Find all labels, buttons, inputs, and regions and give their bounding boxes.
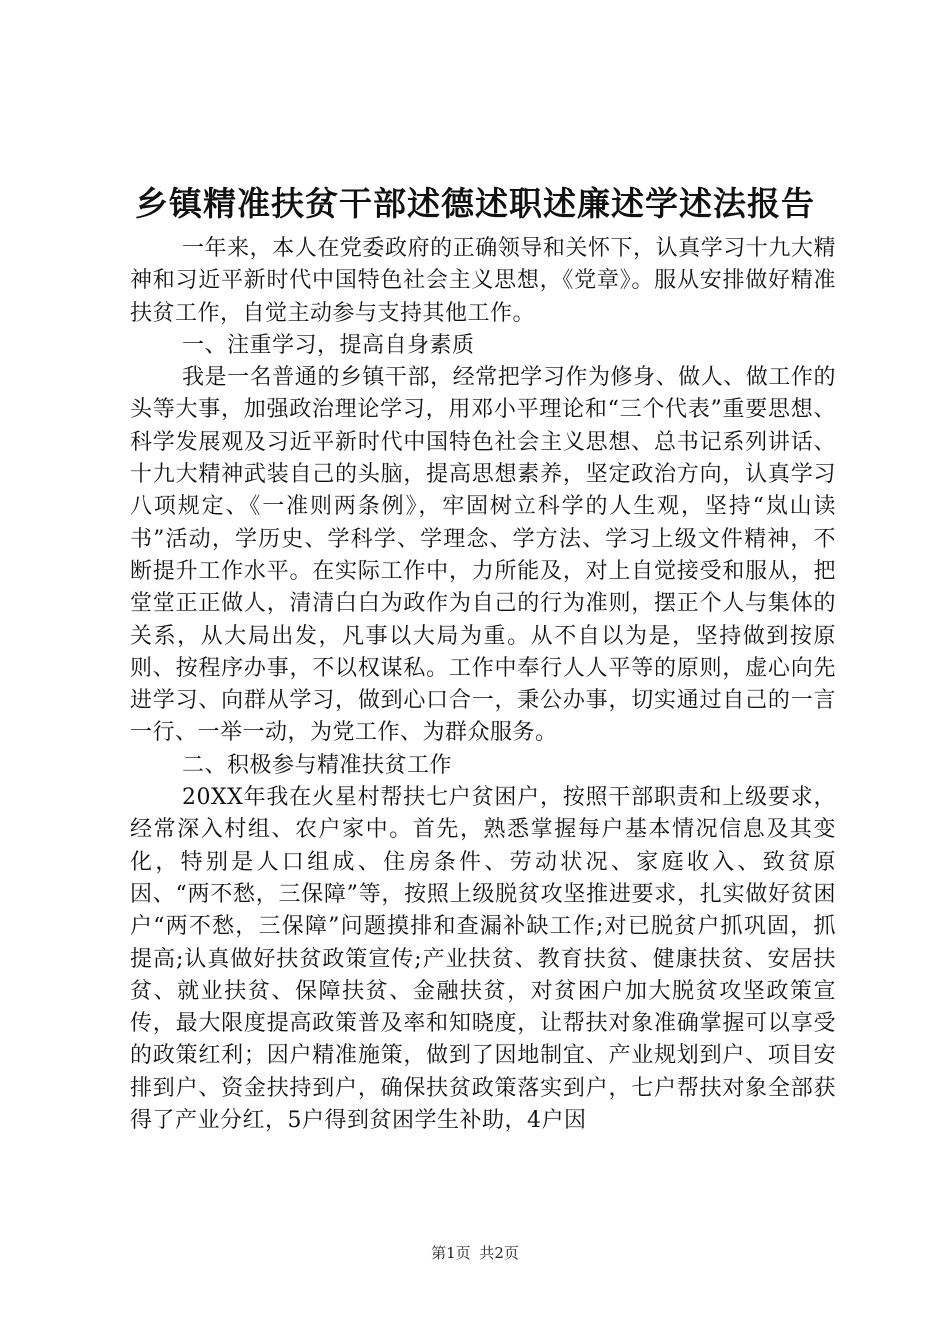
section-heading-1: 一、注重学习，提高自身素质	[182, 332, 475, 358]
section-heading-2: 二、积极参与精准扶贫工作	[182, 752, 453, 778]
page-total: 共2页	[479, 1244, 519, 1262]
page-number: 第1页	[431, 1244, 471, 1262]
page-footer	[0, 1243, 950, 1263]
paragraph-section-2: 20XX年我在火星村帮扶七户贫困户，按照干部职责和上级要求，经常深入村组、农户家中。首先，熟悉掌握每户基本情况信息及其变化，特别是人口组成、住房条件、劳动状况、家庭收入、致贫原因、“两不愁，三保障”等，按照上级脱贫攻坚推进要求，扎实做好贫困户“两不愁，三保障”问题摸排和查漏补缺工作;对已脱贫户抓巩固，抓提高;认真做好扶贫政策宣传;产业扶贫、教育扶贫、健康扶贫、安居扶贫、就业扶贫、保障扶贫、金融扶贫，对贫困户加大脱贫攻坚政策宣传，最大限度提高政策普及率和知晓度，让帮扶对象准确掌握可以享受的政策红利；因户精准施策，做到了因地制宜、产业规划到户、项目安排到户、资金扶持到户，确保扶贫政策落实到户，七户帮扶对象全部获得了产业分红，5户得到贫困学生补助，4户因	[130, 785, 836, 1134]
paragraph-section-1: 我是一名普通的乡镇干部，经常把学习作为修身、做人、做工作的头等大事，加强政治理论学习，用邓小平理论和“三个代表”重要思想、科学发展观及习近平新时代中国特色社会主义思想、总书记系列讲话、十九大精神武装自己的头脑，提高思想素养，坚定政治方向，认真学习八项规定、《一准则两条例》，牢固树立科学的人生观，坚持“岚山读书”活动，学历史、学科学、学理念、学方法、学习上级文件精神，不断提升工作水平。在实际工作中，力所能及，对上自觉接受和服从，把堂堂正正做人，清清白白为政作为自己的行为准则，摆正个人与集体的关系，从大局出发，凡事以大局为重。从不自以为是，坚持做到按原则、按程序办事，不以权谋私。工作中奉行人人平等的原则，虚心向先进学习、向群从学习，做到心口合一，秉公办事，切实通过自己的一言一行、一举一动，为党工作、为群众服务。	[130, 365, 836, 746]
document-body	[130, 233, 836, 1137]
paragraph-intro: 一年来，本人在党委政府的正确领导和关怀下，认真学习十九大精神和习近平新时代中国特色社会主义思想，《党章》。服从安排做好精准扶贫工作，自觉主动参与支持其他工作。	[130, 236, 836, 326]
page-title: 乡镇精准扶贫干部述德述职述廉述学述法报告	[135, 184, 815, 223]
